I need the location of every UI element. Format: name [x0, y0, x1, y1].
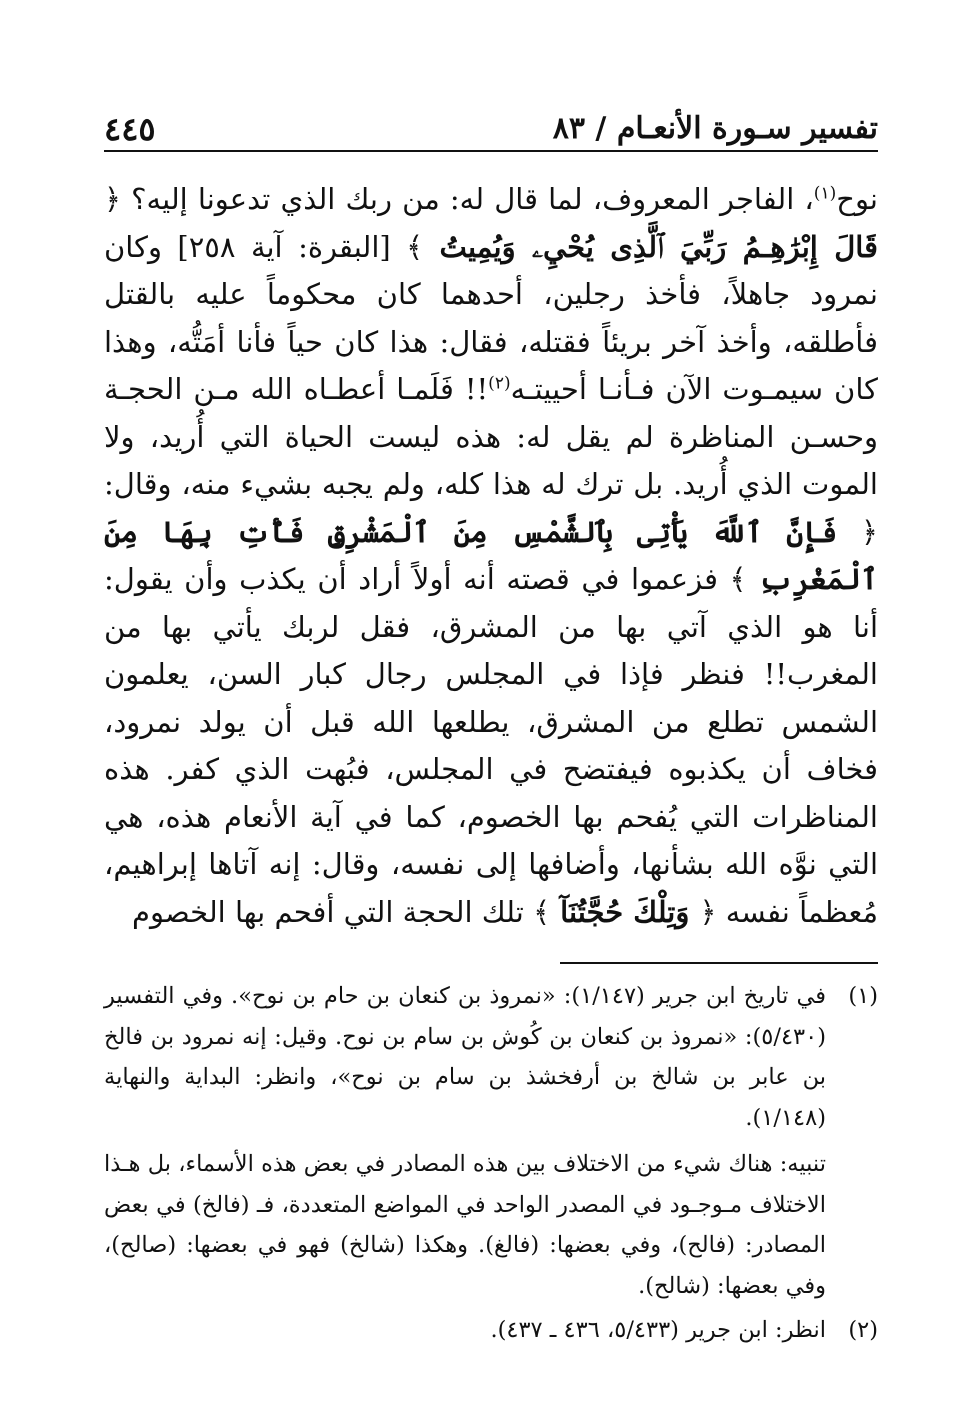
footnote-number: (١): [848, 983, 878, 1009]
text-segment: [البقرة: آية ٢٥٨] وكان نمرود جاهلاً، فأخذ رجلين، أحدهما كان محكوماً عليه بالقتل فأطلقه، وأخذ آخر بريئاً فقتله، فقال: هذا كان حياً فأنا أمَتُّه، وهذا كان سيمـوت الآن فـأنـا أحييتـه: [104, 229, 878, 406]
running-title: تفسير سـورة الأنعـام / ٨٣: [552, 111, 878, 146]
footnote-text: في تاريخ ابن جرير (١/١٤٧): «نمروذ بن كنعان بن حام بن نوح». وفي التفسير (٥/٤٣٠): «نمروذ بن كنعان بن كُوش بن سام بن نوح. وقيل: إنه نمرود بن فالخ بن عابر بن شالخ بن أرفخشذ بن سام بن نوح»، وانظر: البداية والنهاية (١/١٤٨).: [104, 983, 826, 1131]
ornate-bracket-close: ﴾: [406, 229, 424, 264]
footnote-text: انظر: ابن جرير (٥/٤٣٣، ٤٣٦ ـ ٤٣٧).: [490, 1317, 826, 1343]
footnote-2: [104, 1310, 878, 1351]
footnote-number: (٢): [848, 1317, 878, 1343]
footnote-note: تنبيه: هناك شيء من الاختلاف بين هذه المصادر في بعض هذه الأسماء، بل هـذا الاختلاف مـوجـود في المصدر الواحد في المواضع المتعددة، فـ (فالخ) في بعض المصادر: (فالح)، وفي بعضها: (فالغ). وهكذا (شالخ) فهو في بعضها: (صالح)، وفي بعضها: (شالح).: [104, 1151, 826, 1299]
ornate-bracket-close: ﴾: [729, 562, 747, 596]
quran-verse-text: وَتِلْكَ حُجَّتُنَآ: [560, 894, 690, 929]
main-paragraph: [104, 176, 878, 936]
footnote-separator: [560, 962, 878, 964]
running-header: [104, 106, 878, 152]
text-segment: ، الفاجر المعروف، لما قال له: من ربك الذي تدعونا إليه؟: [131, 182, 814, 216]
text-segment: فزعموا في قصته أنه أولاً أراد أن يكذب وأن يقول: أنا هو الذي آتي بها من المشرق، فقل لربك يأتي بها من المغرب!! فنظر فإذا في المجلس رجال كبار السن، يعلمون الشمس تطلع من المشرق، يطلعها الله قبل أن يولد نمرود، فخاف أن يكذبوه فيفتضح في المجلس، فبُهت الذي كفر. هذه المناظرات التي يُفحم بها الخصوم، كما في آية الأنعام هذه، هي التي نوَّه الله بشأنها، وأضافها إلى نفسه، وقال: إنه آتاها إبراهيم، مُعظماً نفسه: [104, 562, 878, 929]
ornate-bracket-open: ﴿: [861, 514, 878, 549]
ornate-bracket-close: ﴾: [533, 894, 551, 929]
text-segment: نوح: [836, 182, 878, 216]
footnote-ref-1[interactable]: (١): [813, 183, 837, 204]
text-segment: !! فَلَمـا أعطـاه الله مـن الحجـة وحسـن المناظرة لم يقل له: هذه ليست الحياة التي أُريد، ولا الموت الذي أُريد. بل ترك له هذا كله، ولم يجبه بشيء منه، وقال:: [104, 372, 878, 501]
ornate-bracket-open: ﴿: [104, 182, 121, 216]
main-text: [104, 176, 878, 936]
header-rule: [104, 150, 878, 152]
footnotes: [104, 976, 878, 1351]
ornate-bracket-open: ﴿: [699, 894, 717, 929]
quran-verse-text: قَالَ إِبْرَٰهِـمُ رَبِّيَ ٱلَّذِى يُحْيِۦ وَيُمِيتُ: [439, 229, 878, 264]
page-number: ٤٤٥: [104, 110, 156, 148]
text-segment: تلك الحجة التي أفحم بها الخصوم: [132, 894, 534, 929]
footnote-1: [104, 976, 878, 1306]
quran-verse-3: [533, 895, 716, 929]
quran-verse-text: فَإِنَّ ٱللَّهَ يَأْتِى بِٱلشَّمْسِ مِنَ ٱلْمَشْرِقِ فَأْتِ بِهَا مِنَ ٱلْمَغْرِبِ: [104, 514, 878, 596]
footnote-ref-2[interactable]: (٢): [488, 373, 511, 394]
